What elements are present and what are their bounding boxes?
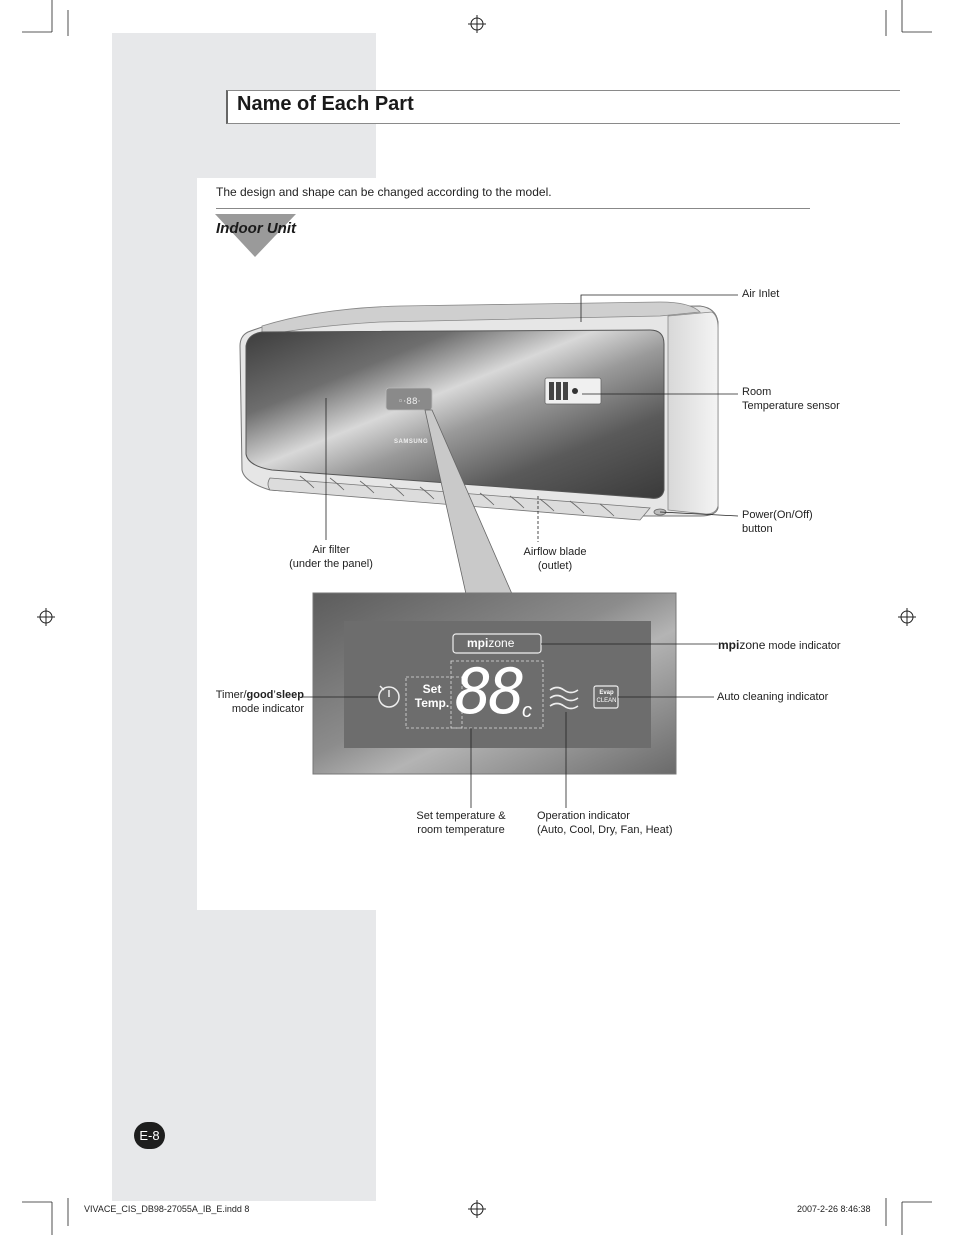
footer-timestamp: 2007-2-26 8:46:38 bbox=[797, 1204, 871, 1214]
label-line: Temp. bbox=[414, 696, 450, 710]
section-title: Indoor Unit bbox=[216, 220, 296, 237]
page-number-badge: E-8 bbox=[134, 1122, 165, 1149]
label-part: sleep bbox=[275, 689, 304, 701]
label-line: button bbox=[742, 523, 773, 535]
label-power-button bbox=[742, 508, 813, 536]
label-part: zone bbox=[739, 638, 766, 652]
set-temp-label bbox=[412, 682, 452, 710]
label-airflow-blade bbox=[500, 545, 610, 573]
label-line: Power(On/Off) bbox=[742, 509, 813, 521]
mpi-zone-logo bbox=[467, 636, 514, 650]
label-part: good bbox=[246, 689, 274, 701]
brand-logo: SAMSUNG bbox=[394, 439, 429, 445]
logo-part: mpi bbox=[467, 636, 489, 650]
label-part: Timer/ bbox=[215, 689, 247, 701]
page-title: Name of Each Part bbox=[237, 93, 414, 115]
label-line: Evap bbox=[599, 690, 614, 696]
label-line: CLEAN bbox=[596, 698, 617, 704]
svg-text:◦·88·: ◦·88· bbox=[398, 397, 421, 407]
label-line: room temperature bbox=[417, 824, 505, 836]
footer-file-info: VIVACE_CIS_DB98-27055A_IB_E.indd 8 bbox=[84, 1204, 250, 1214]
label-line: Temperature sensor bbox=[742, 400, 840, 412]
label-line: Set bbox=[422, 682, 442, 696]
label-timer-mode bbox=[170, 688, 304, 716]
label-line: Set temperature & bbox=[416, 810, 506, 822]
label-line: Airflow blade bbox=[523, 546, 587, 558]
label-set-temperature bbox=[401, 809, 521, 837]
label-line: (under the panel) bbox=[289, 558, 373, 570]
label-line: Room bbox=[742, 386, 772, 398]
logo-part: zone bbox=[488, 636, 515, 650]
label-air-inlet: Air Inlet bbox=[742, 288, 780, 300]
label-line: (Auto, Cool, Dry, Fan, Heat) bbox=[537, 824, 673, 836]
label-air-filter bbox=[276, 543, 386, 571]
degree-symbol: c bbox=[522, 700, 532, 722]
label-room-temp-sensor bbox=[742, 385, 840, 413]
label-line: (outlet) bbox=[537, 560, 573, 572]
temperature-digits: 88 bbox=[455, 655, 522, 728]
label-mpi-mode bbox=[718, 638, 841, 653]
label-line: mode indicator bbox=[231, 703, 304, 715]
label-line: Air filter bbox=[312, 544, 350, 556]
evap-clean-icon bbox=[595, 689, 618, 705]
design-note: The design and shape can be changed according to the model. bbox=[216, 185, 552, 199]
label-auto-cleaning: Auto cleaning indicator bbox=[717, 691, 829, 703]
label-part: mpi bbox=[718, 638, 740, 652]
label-operation-indicator bbox=[537, 809, 673, 837]
label-line: Operation indicator bbox=[537, 810, 630, 822]
label-part: ’ bbox=[273, 689, 276, 701]
label-part: mode indicator bbox=[765, 640, 841, 652]
